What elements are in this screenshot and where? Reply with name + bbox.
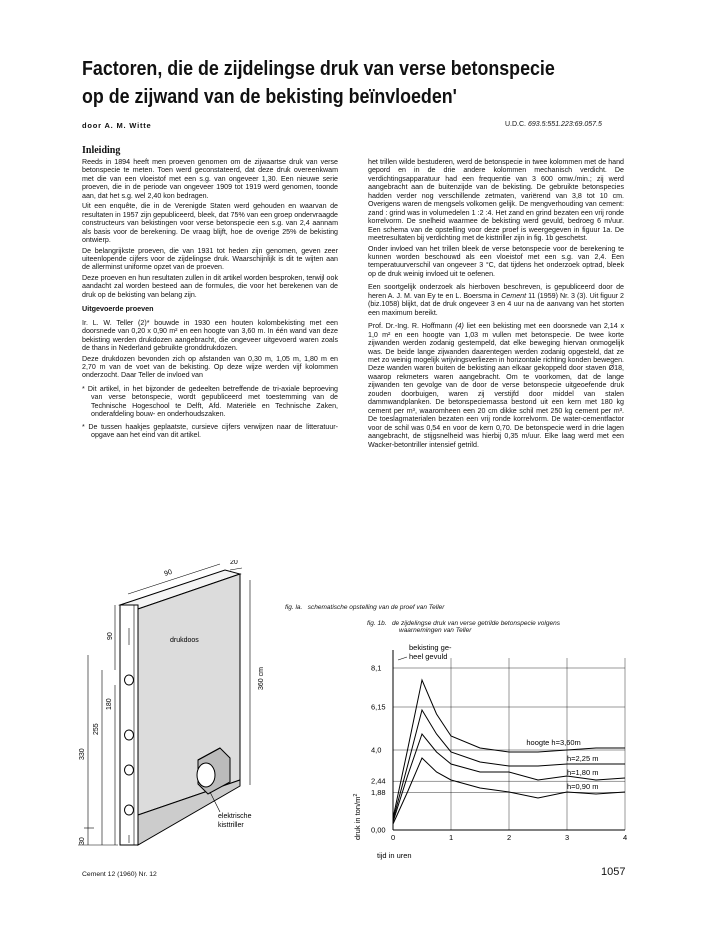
right-paragraph-4-text-a: Prof. Dr.-Ing. R. Hoffmann: [368, 322, 456, 331]
series-label-2: h=2,25 m: [567, 754, 599, 763]
figure-1a-diagram: [70, 560, 320, 860]
series-label-1: hoogte h=3,60m: [526, 738, 581, 747]
label-kisttriller: kisttriller: [218, 822, 244, 829]
dim-90-top: 90: [163, 568, 174, 578]
fig1b-caption-line1: de zijdelingse druk van verse getrilde betonspecie volgens: [391, 620, 560, 627]
y-tick-label: 0,00: [371, 825, 386, 835]
fig1a-label: fig. la.: [285, 604, 303, 611]
page-number: 1057: [601, 866, 626, 878]
left-paragraph-1: Reeds in 1894 heeft men proeven genomen om de zijwaartse druk van verse betonspecie te meten. Toen werd geconstateerd, dat deze druk overeenkwam met die van een vloeistof met een s.g. van ongeveer 1,30. Een nieuwe serie proeven, die in de periode van ongeveer 1909 tot 1919 werd genomen, toonde aan, dat het s.g. wel 2,40 kon bedragen.: [82, 158, 338, 200]
series-label-4: h=0,90 m: [567, 782, 599, 791]
left-paragraph-3: De belangrijkste proeven, die van 1931 tot heden zijn genomen, geven zeer uiteenlopende cijfers voor de zijdelingse druk. Waarschijnlijk is dit te wijten aan de allerminst uniforme opzet van de proeven.: [82, 246, 338, 272]
series-label-3: h=1,80 m: [567, 768, 599, 777]
y-axis-label-text: druk in ton/m: [353, 796, 362, 840]
fig1b-caption-line2: waarnemingen van Teller: [399, 627, 472, 634]
title-line-2: op de zijwand van de bekisting beïnvloeden': [82, 85, 457, 108]
x-tick-label: 4: [623, 833, 628, 842]
x-axis-label: tijd in uren: [377, 851, 412, 860]
left-paragraph-5: Ir. L. W. Teller (2)* bouwde in 1930 een houten kolombekisting met een doorsnede van 0,20 x 0,90 m² en een hoogte van 3,60 m. In één wand van deze bekisting werden drukdozen aangebracht, die ongeveer uitgevoerd waren zoals de thans in Nederland gebruikte gronddrukdozen.: [82, 318, 338, 353]
annotation-line-2: heel gevuld: [409, 652, 448, 661]
left-paragraph-4: Deze proeven en hun resultaten zullen in dit artikel worden besproken, terwijl ook aandacht zal worden besteed aan de formules, die voor het berekenen van de druk op de bekisting van belang zijn.: [82, 273, 338, 299]
figure-1b-caption: [367, 620, 560, 634]
y-axis-label: [353, 794, 362, 840]
subheading-uitgevoerde-proeven: Uitgevoerde proeven: [82, 304, 154, 314]
dim-30: 30: [79, 837, 86, 845]
dim-330: 330: [79, 748, 86, 760]
x-tick-label: 2: [507, 833, 512, 842]
section-heading-inleiding: Inleiding: [82, 145, 121, 156]
label-elektrische: elektrische: [218, 813, 252, 820]
reference-number: (4): [455, 322, 464, 331]
udc-number: 693.5:551.223:69.057.5: [527, 121, 602, 128]
left-paragraph-2: Uit een enquête, die in de Verenigde Staten werd gehouden en waarvan de resultaten in 1957 zijn gepubliceerd, bleek, dat 75% van een groep ondervraagde constructeurs van bekistingen voor verse betonspecie een s.g. van 2,4 aannam als basis voor de berekening. De vraag blijft, hoe de overige 25% de bekisting ontwierp.: [82, 202, 338, 245]
right-paragraph-4-text-b: liet een bekisting met een doorsnede van 2,14 x 1,0 m² en een hoogte van 1,03 m vullen met betonspecie. De twee korte zijwanden werden zodanig gestempeld, dat elke beweging hiervan onmogelijk was. De beide lange zijwanden daarentegen werden zodanig opgesteld, dat ze met zo weinig mogelijk wrijvingsverliezen in horizontale richting konden bewegen. Deze wanden waren buiten de bekisting aan elkaar gekoppeld door staven Ø18, waarop rekmeters waren aangebracht. Om te voorkomen, dat de lange zijwanden ten gevolge van de door de verse betonspecie uitgeoefende druk zouden doorbuigen, waren zij verstijfd door middel van stalen dammwandplanken. De betonspeciemassa bestond uit een kern met 180 kg cement per m³, waaromheen een 20 cm dikke schil met 250 kg cement per m³. De toeslagmaterialen bezaten een vrij ronde korrelvorm. De water-cementfactor voor de schil was 0,54 en voor de kern 0,70. De betonspecie werd in drie lagen aangebracht, de stijgsnelheid was hierbij 0,35 m/uur. Elke laag werd met een Wacker-betontriller intensief getrild.: [368, 322, 624, 449]
annotation-line-1: bekisting ge-: [409, 643, 452, 652]
fig1b-label: fig. 1b.: [367, 620, 387, 627]
dim-20: 20: [230, 560, 238, 566]
right-paragraph-4: [368, 322, 624, 449]
footnote-1: * Dit artikel, in het bijzonder de gedeelten betreffende de tri-axiale beproeving van verse betonspecie, wordt gepubliceerd met toestemming van de Technische Hogeschool te Delft, Afd. Materiële en Technische Zaken, onderafdeling bouw- en onderhoudszaken.: [82, 384, 338, 419]
dim-180: 180: [106, 698, 113, 710]
fig1a-caption-text: schematische opstelling van de proef van Teller: [307, 604, 445, 611]
x-tick-label: 3: [565, 833, 570, 842]
title-line-1: Factoren, die de zijdelingse druk van verse betonspecie: [82, 57, 555, 80]
y-tick-label: 2,44: [371, 776, 386, 786]
right-paragraph-2: Onder invloed van het trillen bleek de verse betonspecie voor de berekening te kunnen worden beschouwd als een vloeistof met een s.g. van 2,4. Een temperatuurverschil van ongeveer 3 °C, dat tijdens het onderzoek optrad, bleek op de druk weinig invloed uit te oefenen.: [368, 244, 624, 278]
footer-journal: Cement 12 (1960) Nr. 12: [82, 871, 157, 878]
y-axis-label-superscript: 2: [353, 793, 359, 797]
label-drukdoos: drukdoos: [170, 637, 199, 644]
figure-1a-caption: [285, 604, 444, 611]
x-tick-label: 0: [391, 833, 396, 842]
right-paragraph-1: het trillen wilde bestuderen, werd de betonspecie in twee kolommen met de hand gepord en in de drie andere kolommen mechanisch verdicht. De verdichtingsapparatuur had een frequentie van 3 600 omw./min.; zij werd aangebracht aan de buitenzijde van de bekisting. De gebruikte betonspecies hadden verder nog verschillende zetmaten, variërend van 3,8 tot 10 cm. Overigens waren de mengsels volkomen gelijk. De mengverhouding van cement: zand : grind was in volumedelen 1 :2 :4. Het zand en grind bezaten een vrij ronde korrelvorm. De snelheid waarmee de bekisting werd gevuld, bedroeg 6 m/uur. Een schema van de opstelling voor deze proef is weergegeven in figuur 1a. De meetresultaten bij verdichting met de kisttriller zijn in fig. 1b geschetst.: [368, 158, 624, 243]
udc-label: U.D.C.: [505, 121, 526, 128]
author-byline: door A. M. Witte: [82, 121, 152, 130]
dim-255: 255: [93, 723, 100, 735]
udc-code: [505, 121, 602, 128]
y-tick-label: 1,88: [371, 787, 386, 797]
figure-1b-chart: [340, 640, 640, 865]
left-column: [82, 158, 338, 444]
dim-360cm: 360 cm: [258, 667, 265, 690]
right-paragraph-3: [368, 283, 624, 317]
x-tick-label: 1: [449, 833, 454, 842]
dim-90-vertical: 90: [107, 632, 114, 640]
right-paragraph-3-text-a: Een soortgelijk onderzoek als hierboven beschreven, is gepubliceerd door de heren A. J. M. van Ey te en L. Boersma in: [368, 283, 624, 300]
left-paragraph-6: Deze drukdozen bevonden zich op afstanden van 0,30 m, 1,05 m, 1,80 m en 2,70 m van de voet van de bekisting. Op deze wijze werden vijf kolommen onderzocht. Daar Teller de invloed van: [82, 354, 338, 380]
footnote-2: * De tussen haakjes geplaatste, cursieve cijfers verwijzen naar de litteratuur-opgave aan het eind van dit artikel.: [82, 422, 338, 440]
right-paragraph-3-text-b: 11 (1959) Nr. 3 (3). Uit figuur 2 (biz.1058) blijkt, dat de druk ongeveer 3 en 4 uur na de aanvang van het storten een maximum bereikt.: [368, 291, 624, 317]
y-tick-label: 8,1: [371, 663, 382, 673]
journal-name-cement: Cement: [501, 291, 527, 300]
right-column: [368, 158, 624, 451]
y-tick-label: 6,15: [371, 702, 386, 712]
article-title: [82, 55, 569, 111]
y-tick-label: 4,0: [371, 745, 382, 755]
